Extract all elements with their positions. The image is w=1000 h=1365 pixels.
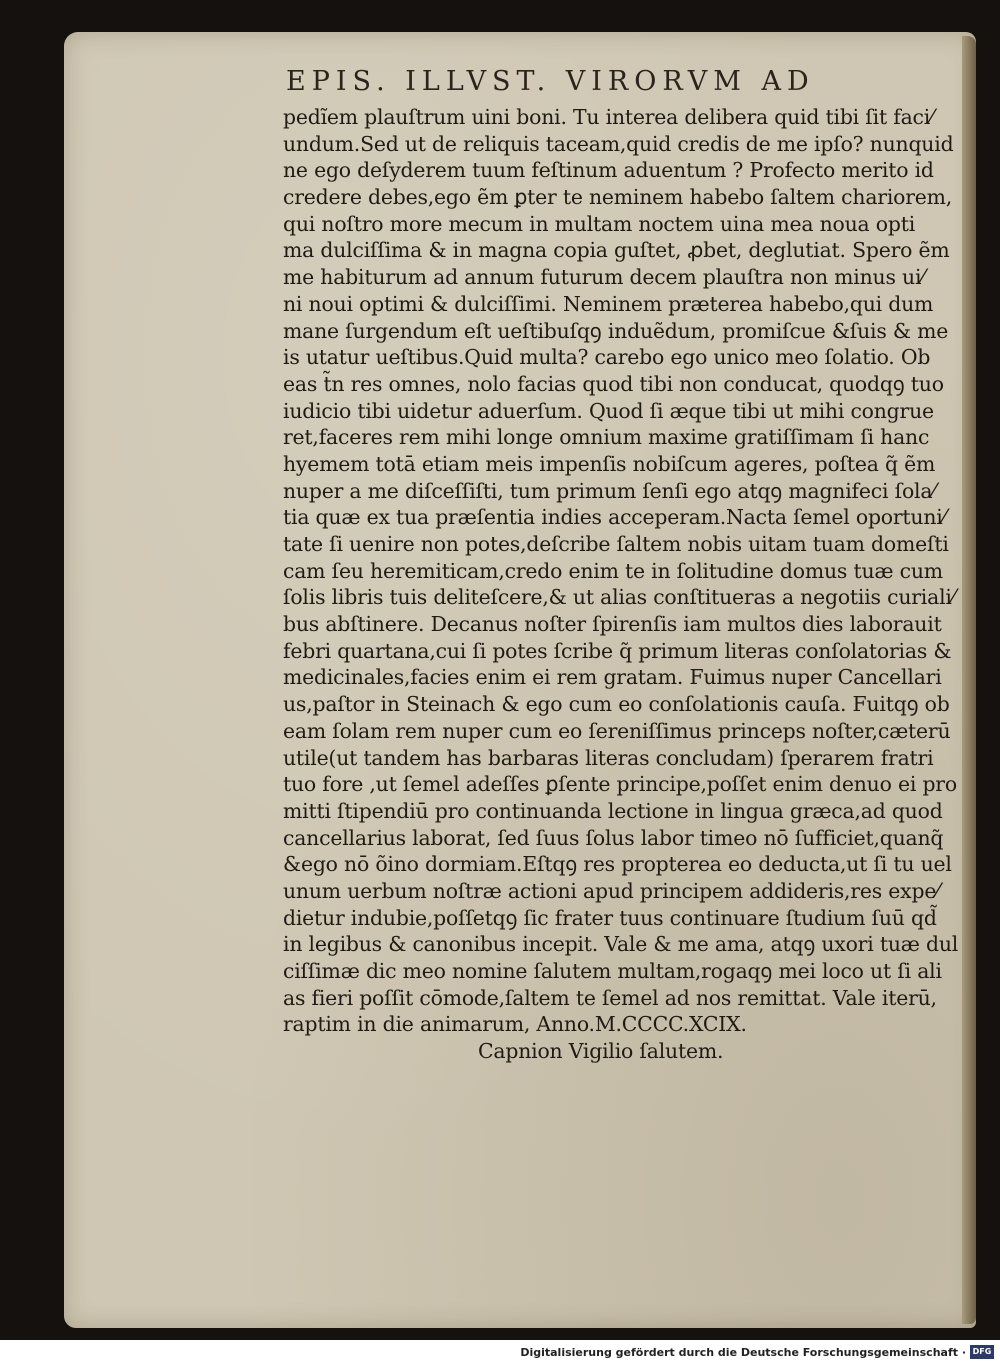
text-line: credere debes,ego ẽm ꝑter te neminem habebo ſaltem chariorem, bbox=[283, 185, 953, 210]
text-line: febri quartana,cui ſi potes ſcribe q̃ primum literas conſolatorias & bbox=[283, 638, 952, 663]
text-line: undum.Sed ut de reliquis taceam,quid credis de me ipſo? nunquid bbox=[283, 131, 954, 156]
digitization-footer bbox=[0, 1340, 1000, 1365]
text-line: tuo fore ,ut ſemel adeſſes ꝑſente principe,poſſet enim denuo ei pro bbox=[283, 772, 957, 797]
page-edge bbox=[962, 36, 976, 1324]
text-line: medicinales,facies enim ei rem gratam. Fuimus nuper Cancellari bbox=[283, 665, 942, 690]
text-line: tate ſi uenire non potes,deſcribe ſaltem nobis uitam tuam domeſti bbox=[283, 532, 949, 556]
text-line: ni noui optimi & dulciſſimi. Neminem præterea habebo,qui dum bbox=[283, 291, 934, 316]
running-head: EPIS. ILLVST. VIRORVM AD bbox=[286, 66, 815, 97]
dfg-logo-icon: DFG bbox=[970, 1345, 994, 1359]
text-line: me habiturum ad annum futurum decem plauſtra non minus ui⁄ bbox=[283, 265, 925, 290]
text-line: eas t̃n res omnes, nolo facias quod tibi non conducat, quodqꝯ tuo bbox=[283, 371, 944, 396]
text-line: &ego nō õino dormiam.Eſtqꝯ res propterea eo deducta,ut ſi tu uel bbox=[283, 852, 952, 877]
letter-heading: Capnion Vigilio ſalutem. bbox=[478, 1039, 724, 1064]
text-line: ſolis libris tuis delitеſcere,& ut alias conſtitueras a negotiis curiali⁄ bbox=[283, 585, 955, 610]
text-line: pedĩem plauſtrum uini boni. Tu interea delibera quid tibi ſit faci⁄ bbox=[283, 105, 934, 129]
text-line: bus abſtinere. Decanus noſter ſpirenſis iam multos dies laborauit bbox=[283, 612, 942, 637]
text-line: is utatur ueſtibus.Quid multa? carebo ego unico meo ſolatio. Ob bbox=[283, 345, 931, 370]
text-line: raptim in die animarum, Anno.M.CCCC.XCIX. bbox=[283, 1012, 747, 1037]
text-line: as fieri poſſit cōmode,ſaltem te ſemel ad nos remittat. Vale iterū, bbox=[283, 985, 937, 1010]
text-line: utile(ut tandem has barbaras literas concludam) ſperarem fratri bbox=[283, 745, 934, 770]
text-line: dietur indubie,poſſetqꝯ ſic frater tuus continuare ſtudium ſuū qd̃ bbox=[283, 905, 937, 930]
body-text bbox=[283, 104, 959, 1065]
text-line: mane ſurgendum eſt ueſtibuſqꝯ induẽdum, promiſcue &ſuis & me bbox=[283, 318, 949, 343]
text-line: nuper a me diſceſſiſti, tum primum ſenſi ego atqꝯ magnifeci ſola⁄ bbox=[283, 478, 936, 503]
text-line: mitti ſtipendiū pro continuanda lectione in lingua græca,ad quod bbox=[283, 798, 943, 823]
text-line: iudicio tibi uidetur aduerſum. Quod ſi æque tibi ut mihi congrue bbox=[283, 398, 934, 423]
text-line: qui noſtro more mecum in multam noctem uina mea noua opti bbox=[283, 211, 916, 236]
funding-notice: Digitalisierung gefördert durch die Deutsche Forschungsgemeinschaft · bbox=[520, 1346, 966, 1359]
text-line: us,paſtor in Steinach & ego cum eo conſolationis cauſa. Fuitqꝯ ob bbox=[283, 692, 950, 717]
text-line: unum uerbum noſtræ actioni apud principem addideris,res expe⁄ bbox=[283, 878, 940, 903]
text-line: cam ſeu heremiticam,credo enim te in ſolitudine domus tuæ cum bbox=[283, 558, 943, 583]
text-line: eam ſolam rem nuper cum eo ſereniſſimus princeps noſter,cæterū bbox=[283, 718, 951, 743]
text-line: hyemem totā etiam meis impenſis nobiſcum ageres, poſtea q̃ ẽm bbox=[283, 451, 936, 476]
text-line: ne ego deſyderem tuum feſtinum aduentum ? Profecto merito id bbox=[283, 158, 934, 183]
text-line: in legibus & canonibus incepit. Vale & me ama, atqꝯ uxori tuæ dul bbox=[283, 932, 959, 957]
text-line: ciſſimæ dic meo nomine ſalutem multam,rogaqꝯ mei loco ut ſi ali bbox=[283, 959, 942, 983]
text-line: tia quæ ex tua præſentia indies acceperam.Nacta ſemel oportuni⁄ bbox=[283, 505, 946, 530]
text-line: ret,faceres rem mihi longe omnium maxime gratiſſimam ſi hanc bbox=[283, 425, 930, 450]
text-line: cancellarius laborat, ſed ſuus ſolus labor timeo nō ſufficiet,quanq̃ bbox=[283, 825, 944, 850]
text-line: ma dulciſſima & in magna copia guſtet, ꝓbet, deglutiat. Spero ẽm bbox=[283, 238, 950, 263]
